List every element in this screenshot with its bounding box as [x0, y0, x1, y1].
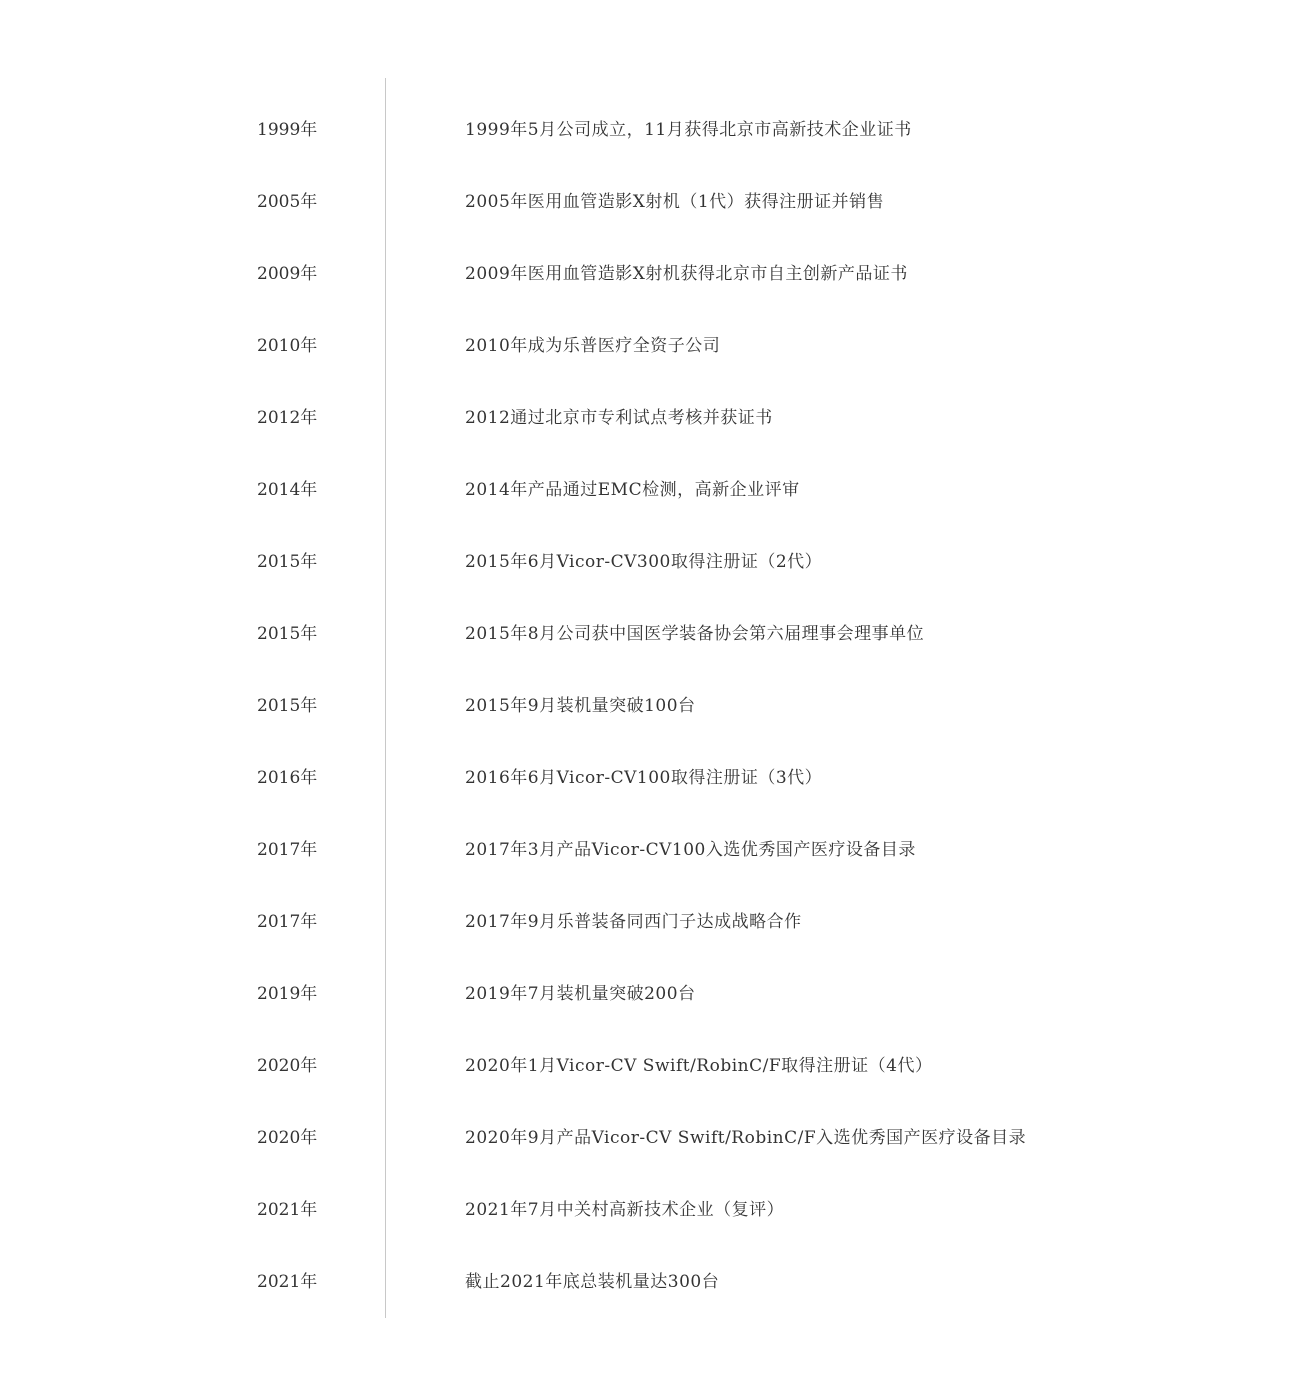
timeline-event: 2012通过北京市专利试点考核并获证书 [465, 408, 773, 428]
timeline [0, 96, 1292, 1320]
timeline-row [0, 384, 1292, 456]
timeline-year: 2019年 [257, 984, 318, 1004]
timeline-event: 2009年医用血管造影X射机获得北京市自主创新产品证书 [465, 264, 908, 284]
timeline-row [0, 528, 1292, 600]
timeline-event: 1999年5月公司成立，11月获得北京市高新技术企业证书 [465, 120, 912, 140]
timeline-row [0, 744, 1292, 816]
timeline-event: 2017年3月产品Vicor-CV100入选优秀国产医疗设备目录 [465, 840, 916, 860]
timeline-year: 2014年 [257, 480, 318, 500]
timeline-year: 2015年 [257, 624, 318, 644]
timeline-event: 2020年1月Vicor-CV Swift/RobinC/F取得注册证（4代） [465, 1056, 933, 1076]
timeline-row [0, 1248, 1292, 1320]
timeline-event: 2015年8月公司获中国医学装备协会第六届理事会理事单位 [465, 624, 925, 644]
timeline-event: 截止2021年底总装机量达300台 [465, 1272, 720, 1292]
timeline-year: 2005年 [257, 192, 318, 212]
timeline-row [0, 240, 1292, 312]
timeline-year: 2021年 [257, 1200, 318, 1220]
timeline-year: 2021年 [257, 1272, 318, 1292]
timeline-year: 2017年 [257, 912, 318, 932]
timeline-event: 2021年7月中关村高新技术企业（复评） [465, 1200, 785, 1220]
timeline-year: 2017年 [257, 840, 318, 860]
timeline-year: 2020年 [257, 1056, 318, 1076]
timeline-row [0, 312, 1292, 384]
timeline-event: 2010年成为乐普医疗全资子公司 [465, 336, 721, 356]
timeline-event: 2015年9月装机量突破100台 [465, 696, 696, 716]
timeline-year: 2020年 [257, 1128, 318, 1148]
timeline-row [0, 456, 1292, 528]
timeline-row [0, 672, 1292, 744]
timeline-row [0, 96, 1292, 168]
timeline-row [0, 888, 1292, 960]
timeline-year: 2015年 [257, 552, 318, 572]
timeline-row [0, 960, 1292, 1032]
timeline-row [0, 816, 1292, 888]
timeline-row [0, 1032, 1292, 1104]
timeline-event: 2016年6月Vicor-CV100取得注册证（3代） [465, 768, 823, 788]
timeline-row [0, 1176, 1292, 1248]
timeline-event: 2005年医用血管造影X射机（1代）获得注册证并销售 [465, 192, 885, 212]
timeline-year: 2009年 [257, 264, 318, 284]
timeline-event: 2014年产品通过EMC检测，高新企业评审 [465, 480, 800, 500]
timeline-year: 2015年 [257, 696, 318, 716]
timeline-row [0, 600, 1292, 672]
timeline-event: 2020年9月产品Vicor-CV Swift/RobinC/F入选优秀国产医疗设备目录 [465, 1128, 1027, 1148]
timeline-year: 1999年 [257, 120, 318, 140]
timeline-year: 2012年 [257, 408, 318, 428]
timeline-event: 2019年7月装机量突破200台 [465, 984, 696, 1004]
timeline-year: 2016年 [257, 768, 318, 788]
timeline-row [0, 168, 1292, 240]
timeline-event: 2017年9月乐普装备同西门子达成战略合作 [465, 912, 802, 932]
timeline-row [0, 1104, 1292, 1176]
timeline-year: 2010年 [257, 336, 318, 356]
timeline-event: 2015年6月Vicor-CV300取得注册证（2代） [465, 552, 823, 572]
